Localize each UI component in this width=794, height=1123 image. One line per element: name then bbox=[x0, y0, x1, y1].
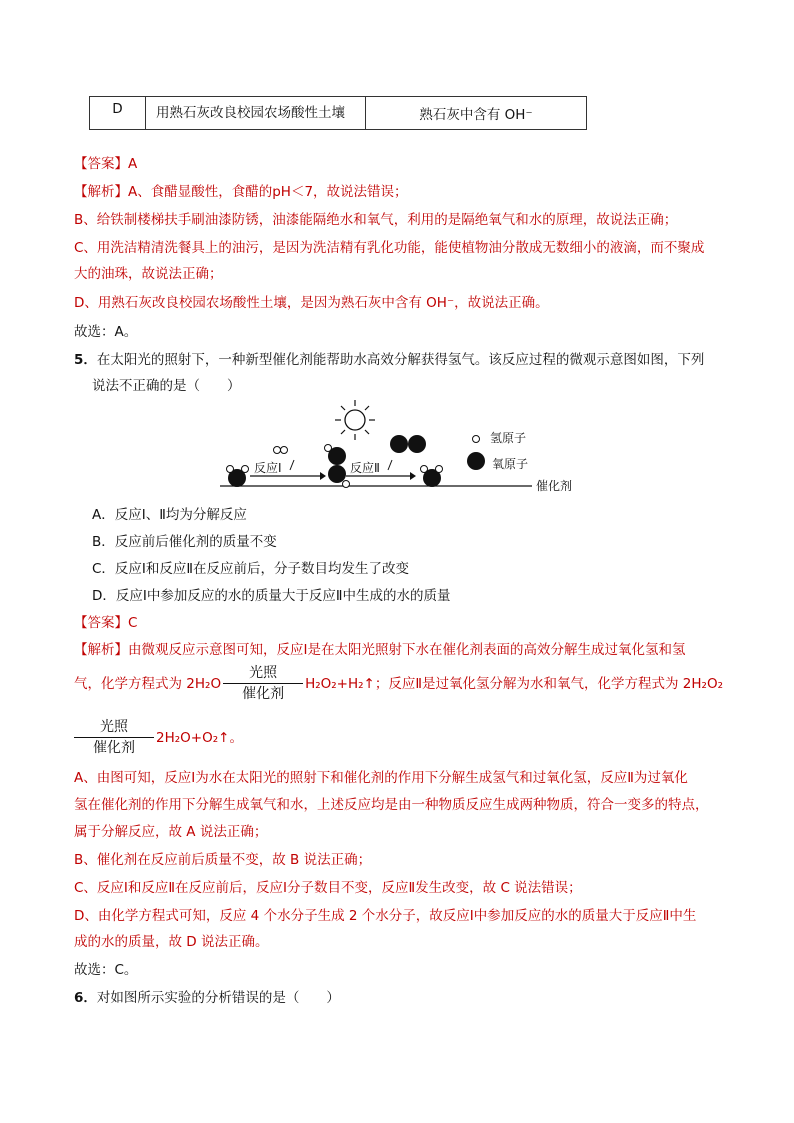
question-number: 5． bbox=[74, 352, 97, 368]
q5-select: 故选：C。 bbox=[74, 962, 138, 978]
legend-oxygen-atom-icon bbox=[467, 452, 485, 470]
water-molecule bbox=[421, 466, 443, 488]
q5-analysis-d2: 成的水的质量，故 D 说法正确。 bbox=[74, 934, 269, 950]
q5-option-a: A．反应Ⅰ、Ⅱ均为分解反应 bbox=[92, 507, 247, 523]
hydrogen-peroxide-molecule bbox=[325, 445, 350, 488]
q4-answer: 【答案】A bbox=[74, 156, 138, 172]
q5-analysis-a2: 氢在催化剂的作用下分解生成氧气和水，上述反应均是由一种物质反应生成两种物质，符合一变多的特点， bbox=[74, 797, 709, 813]
q5-equation1-line: 气，化学方程式为 2H₂O $\frac{\text{光照}}{\text{催化剂}}$ H₂O₂+H₂↑；反应Ⅱ是过氧化氢分解为水和氧气，化学方程式为 2H₂O₂ bbox=[74, 665, 723, 702]
reaction-micro-diagram bbox=[220, 398, 600, 498]
q5-analysis-line1: 【解析】由微观反应示意图可知，反应Ⅰ是在太阳光照射下水在催化剂表面的高效分解生成过氧化氢和氢 bbox=[74, 642, 686, 658]
q4-analysis-c2: 大的油珠，故说法正确； bbox=[74, 266, 223, 282]
q5-option-b: B．反应前后催化剂的质量不变 bbox=[92, 534, 277, 550]
q6-stem: 6．对如图所示实验的分析错误的是（ ） bbox=[74, 990, 340, 1006]
reaction1-label: 反应Ⅰ bbox=[254, 461, 282, 475]
reaction2-label: 反应Ⅱ bbox=[350, 461, 380, 475]
q4-analysis-d: D、用熟石灰改良校园农场酸性土壤，是因为熟石灰中含有 OH⁻，故说法正确。 bbox=[74, 295, 549, 311]
legend-oxygen-label: 氧原子 bbox=[492, 457, 529, 471]
q5-stem-line1: 5．在太阳光的照射下，一种新型催化剂能帮助水高效分解获得氢气。该反应过程的微观示意图如图，下列 bbox=[74, 352, 705, 368]
question-number: 6． bbox=[74, 990, 97, 1006]
q5-analysis-a3: 属于分解反应，故 A 说法正确； bbox=[74, 824, 268, 840]
table-cell-practice: 用熟石灰改良校园农场酸性土壤 bbox=[146, 97, 366, 129]
q5-analysis-c: C、反应Ⅰ和反应Ⅱ在反应前后，反应Ⅰ分子数目不变，反应Ⅱ发生改变，故 C 说法错误； bbox=[74, 880, 582, 896]
q5-answer: 【答案】C bbox=[74, 615, 138, 631]
q5-option-d: D．反应Ⅰ中参加反应的水的质量大于反应Ⅱ中生成的水的质量 bbox=[92, 588, 451, 604]
q5-option-c: C．反应Ⅰ和反应Ⅱ在反应前后，分子数目均发生了改变 bbox=[92, 561, 410, 577]
catalyst-label: 催化剂 bbox=[536, 479, 573, 493]
reaction-condition: $\frac{\text{光照}}{\text{催化剂}}$ bbox=[223, 664, 303, 703]
analysis-label: 【解析】 bbox=[74, 642, 128, 658]
legend-hydrogen-atom-icon bbox=[473, 436, 480, 443]
q5-analysis-d1: D、由化学方程式可知，反应 4 个水分子生成 2 个水分子，故反应Ⅰ中参加反应的水的质量大于反应Ⅱ中生 bbox=[74, 908, 697, 924]
water-molecule bbox=[227, 466, 249, 488]
reaction-condition: $\frac{\text{光照}}{\text{催化剂}}$ bbox=[74, 718, 154, 757]
q4-select: 故选：A。 bbox=[74, 324, 138, 340]
q4-analysis-c1: C、用洗洁精清洗餐具上的油污，是因为洗洁精有乳化功能，能使植物油分散成无数细小的液滴，而不聚成 bbox=[74, 240, 705, 256]
sun-icon bbox=[335, 400, 375, 440]
q4-analysis-a: 【解析】A、食醋显酸性，食醋的pH＜7，故说法错误； bbox=[74, 184, 408, 200]
table-cell-reason: 熟石灰中含有 OH⁻ bbox=[419, 107, 533, 123]
q5-stem-line2: 说法不正确的是（ ） bbox=[92, 378, 241, 394]
table-cell-option: D bbox=[90, 97, 146, 129]
option-table-row bbox=[89, 96, 587, 130]
analysis-label: 【解析】 bbox=[74, 184, 128, 200]
q5-equation2-line: $\frac{\text{光照}}{\text{催化剂}}$ 2H₂O+O₂↑。 bbox=[74, 718, 243, 757]
legend-hydrogen-label: 氢原子 bbox=[490, 431, 527, 445]
q5-analysis-b: B、催化剂在反应前后质量不变，故 B 说法正确； bbox=[74, 852, 372, 868]
q5-analysis-a1: A、由图可知，反应Ⅰ为水在太阳光的照射下和催化剂的作用下分解生成氢气和过氧化氢，反应Ⅱ为过氧化 bbox=[74, 770, 688, 786]
oxygen-molecule bbox=[390, 435, 426, 453]
hydrogen-molecule bbox=[274, 447, 288, 454]
q4-analysis-b: B、给铁制楼梯扶手刷油漆防锈，油漆能隔绝水和氧气，利用的是隔绝氧气和水的原理，故说法正确； bbox=[74, 212, 678, 228]
